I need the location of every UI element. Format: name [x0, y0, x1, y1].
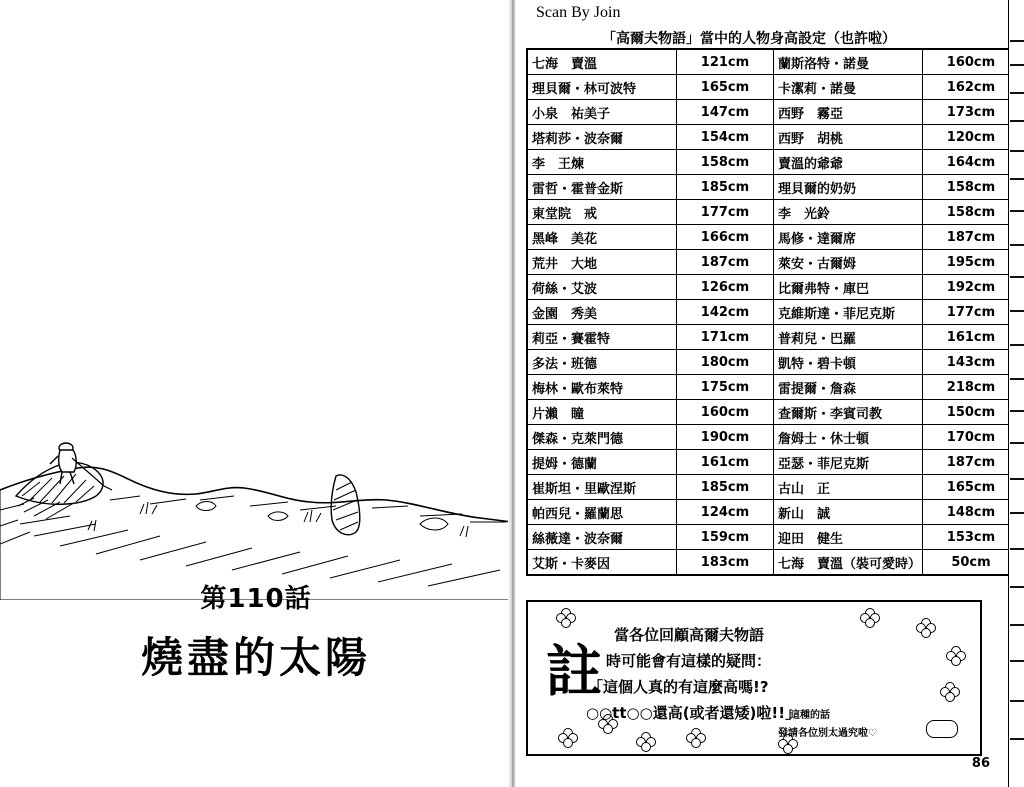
table-row — [527, 100, 1008, 125]
character-name-right: 西野 胡桃 — [774, 125, 923, 150]
table-row — [527, 450, 1008, 475]
character-name-left: 黑峰 美花 — [527, 225, 677, 250]
character-name-left: 理貝爾・林可波特 — [527, 75, 677, 100]
character-height-right: 165cm — [923, 475, 1009, 500]
flower-icon — [558, 728, 576, 746]
character-height-left: 154cm — [677, 125, 774, 150]
scan-credit: Scan By Join — [536, 4, 621, 21]
character-name-right: 雷提爾・詹森 — [774, 375, 923, 400]
character-name-left: 小泉 祐美子 — [527, 100, 677, 125]
character-name-right: 賣溫的爺爺 — [774, 150, 923, 175]
character-name-right: 凱特・碧卡頓 — [774, 350, 923, 375]
character-name-right: 克維斯達・菲尼克斯 — [774, 300, 923, 325]
flower-icon — [556, 608, 574, 626]
character-height-left: 187cm — [677, 250, 774, 275]
character-height-left: 147cm — [677, 100, 774, 125]
note-line-2: 時可能會有這樣的疑問： — [606, 652, 772, 670]
character-height-left: 158cm — [677, 150, 774, 175]
character-height-right: 161cm — [923, 325, 1009, 350]
note-small-line-1: 這種的話 — [790, 710, 830, 721]
character-height-left: 142cm — [677, 300, 774, 325]
character-name-left: 帕西兒・羅蘭思 — [527, 500, 677, 525]
character-name-right: 普莉兒・巴羅 — [774, 325, 923, 350]
character-name-right: 理貝爾的奶奶 — [774, 175, 923, 200]
character-height-right: 187cm — [923, 225, 1009, 250]
table-row — [527, 375, 1008, 400]
frog-doodle-icon — [926, 720, 958, 738]
flower-icon — [946, 646, 964, 664]
character-name-right: 卡潔莉・諾曼 — [774, 75, 923, 100]
table-row — [527, 300, 1008, 325]
character-height-left: 183cm — [677, 550, 774, 576]
character-name-left: 李 王煉 — [527, 150, 677, 175]
character-height-left: 171cm — [677, 325, 774, 350]
character-name-left: 艾斯・卡麥因 — [527, 550, 677, 576]
chapter-number: 第110話 — [200, 584, 312, 614]
character-name-left: 東堂院 戒 — [527, 200, 677, 225]
table-row — [527, 175, 1008, 200]
character-name-right: 比爾弗特・庫巴 — [774, 275, 923, 300]
page-edge-texture — [1010, 0, 1024, 787]
character-height-table — [526, 48, 1008, 576]
character-name-right: 李 光鈴 — [774, 200, 923, 225]
character-name-right: 迎田 健生 — [774, 525, 923, 550]
character-height-left: 185cm — [677, 175, 774, 200]
character-height-left: 161cm — [677, 450, 774, 475]
character-height-right: 150cm — [923, 400, 1009, 425]
character-name-left: 崔斯坦・里歐涅斯 — [527, 475, 677, 500]
character-name-left: 片瀨 瞳 — [527, 400, 677, 425]
flower-icon — [940, 682, 958, 700]
table-row — [527, 550, 1008, 576]
character-height-left: 160cm — [677, 400, 774, 425]
character-name-right: 馬修・達爾席 — [774, 225, 923, 250]
table-row — [527, 475, 1008, 500]
character-height-right: 143cm — [923, 350, 1009, 375]
chapter-title: 燒盡的太陽 — [140, 633, 371, 682]
character-height-right: 192cm — [923, 275, 1009, 300]
character-name-left: 梅林・歐布萊特 — [527, 375, 677, 400]
note-small-line-2: 發請各位別太過究啦♡ — [778, 728, 877, 739]
note-line-4: ○○tt○○還高(或者還矮)啦!!」 — [586, 704, 801, 722]
table-row — [527, 500, 1008, 525]
book-spine — [508, 0, 516, 787]
character-height-right: 162cm — [923, 75, 1009, 100]
character-name-right: 亞瑟・菲尼克斯 — [774, 450, 923, 475]
character-name-left: 塔莉莎・波奈爾 — [527, 125, 677, 150]
character-height-left: 177cm — [677, 200, 774, 225]
character-name-left: 絲薇達・波奈爾 — [527, 525, 677, 550]
table-caption: 「高爾夫物語」當中的人物身高設定（也許啦） — [602, 31, 896, 47]
table-row — [527, 275, 1008, 300]
character-height-right: 153cm — [923, 525, 1009, 550]
right-page — [516, 0, 1008, 787]
character-name-left: 莉亞・賽霍特 — [527, 325, 677, 350]
character-name-right: 七海 賣溫（裝可愛時） — [774, 550, 923, 576]
table-row — [527, 200, 1008, 225]
character-height-right: 195cm — [923, 250, 1009, 275]
character-height-right: 50cm — [923, 550, 1009, 576]
character-name-left: 多法・班德 — [527, 350, 677, 375]
character-height-left: 165cm — [677, 75, 774, 100]
table-body — [527, 49, 1008, 575]
flower-icon — [860, 608, 878, 626]
character-name-left: 傑森・克萊門德 — [527, 425, 677, 450]
character-name-right: 西野 霧亞 — [774, 100, 923, 125]
character-name-left: 提姆・德蘭 — [527, 450, 677, 475]
character-height-right: 218cm — [923, 375, 1009, 400]
table-row — [527, 525, 1008, 550]
character-name-right: 古山 正 — [774, 475, 923, 500]
character-height-left: 175cm — [677, 375, 774, 400]
character-name-right: 萊安・古爾姆 — [774, 250, 923, 275]
table-row — [527, 49, 1008, 75]
character-height-left: 121cm — [677, 49, 774, 75]
character-height-right: 148cm — [923, 500, 1009, 525]
character-name-right: 詹姆士・休士頓 — [774, 425, 923, 450]
character-height-left: 159cm — [677, 525, 774, 550]
flower-icon — [916, 618, 934, 636]
character-height-left: 166cm — [677, 225, 774, 250]
table-row — [527, 125, 1008, 150]
note-line-1: 當各位回顧高爾夫物語 — [614, 626, 765, 644]
table-row — [527, 400, 1008, 425]
character-height-left: 190cm — [677, 425, 774, 450]
character-height-right: 120cm — [923, 125, 1009, 150]
flower-icon — [636, 732, 654, 750]
character-height-right: 173cm — [923, 100, 1009, 125]
character-height-right: 170cm — [923, 425, 1009, 450]
character-name-left: 雷哲・霍普金斯 — [527, 175, 677, 200]
note-marker: 註 — [546, 640, 602, 705]
table-row — [527, 225, 1008, 250]
character-name-left: 金園 秀美 — [527, 300, 677, 325]
character-height-right: 158cm — [923, 200, 1009, 225]
character-height-right: 177cm — [923, 300, 1009, 325]
character-height-right: 164cm — [923, 150, 1009, 175]
table-row — [527, 350, 1008, 375]
page-number: 86 — [971, 756, 990, 771]
character-name-left: 荷絲・艾波 — [527, 275, 677, 300]
character-name-right: 蘭斯洛特・諾曼 — [774, 49, 923, 75]
table-row — [527, 75, 1008, 100]
table-row — [527, 425, 1008, 450]
chapter-artwork — [0, 300, 512, 600]
chapter-title-block — [0, 578, 512, 685]
table-row — [527, 150, 1008, 175]
character-height-left: 185cm — [677, 475, 774, 500]
character-height-left: 126cm — [677, 275, 774, 300]
author-note-box — [526, 600, 982, 756]
character-name-left: 七海 賣溫 — [527, 49, 677, 75]
character-height-right: 160cm — [923, 49, 1009, 75]
character-name-right: 查爾斯・李賓司教 — [774, 400, 923, 425]
note-line-3: 「這個人真的有這麼高嗎!? — [588, 678, 769, 696]
character-name-left: 荒井 大地 — [527, 250, 677, 275]
character-name-right: 新山 誠 — [774, 500, 923, 525]
character-height-left: 180cm — [677, 350, 774, 375]
flower-icon — [686, 728, 704, 746]
table-row — [527, 250, 1008, 275]
character-height-right: 187cm — [923, 450, 1009, 475]
table-row — [527, 325, 1008, 350]
character-height-right: 158cm — [923, 175, 1009, 200]
character-height-left: 124cm — [677, 500, 774, 525]
